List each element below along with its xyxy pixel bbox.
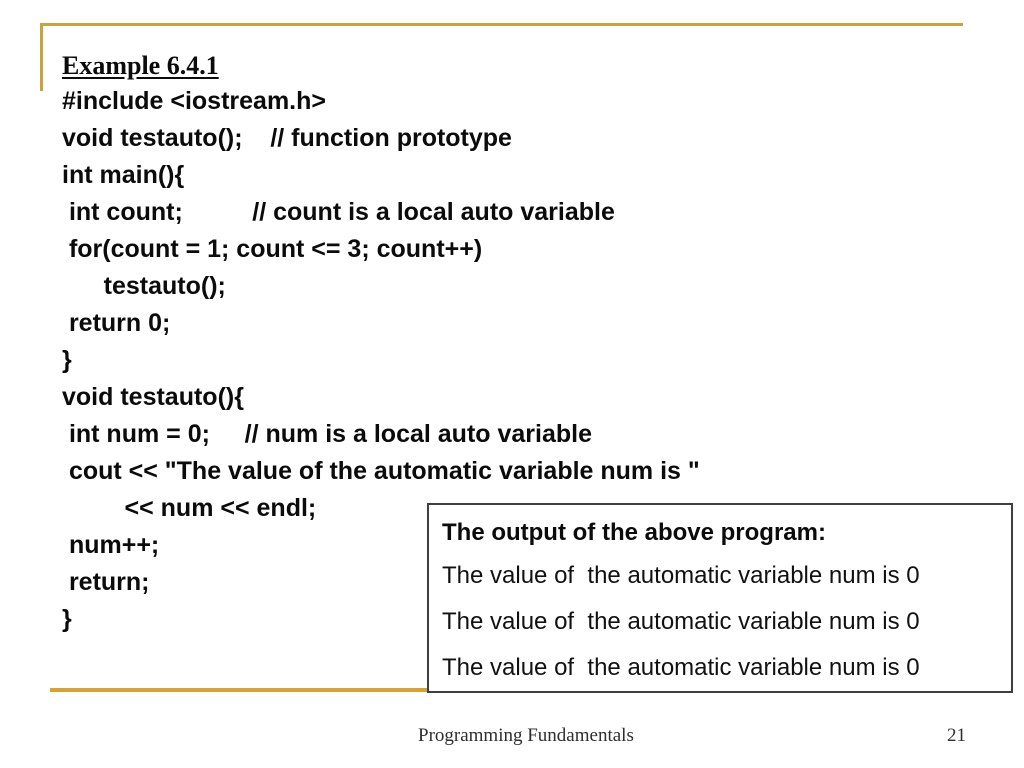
output-box-title: The output of the above program: [442,519,826,546]
left-accent-rule [40,23,43,91]
code-line: << num << endl; [62,494,317,522]
code-line: return 0; [62,309,171,337]
output-box [427,503,1013,693]
code-line: return; [62,568,150,596]
code-line: } [62,605,72,633]
code-line: cout << "The value of the automatic variable num is " [62,457,700,485]
output-line: The value of the automatic variable num is 0 [442,608,920,635]
code-line: int num = 0; // num is a local auto variable [62,420,592,448]
code-line: #include <iostream.h> [62,87,326,115]
code-line: void testauto(); // function prototype [62,124,512,152]
code-line: } [62,346,72,374]
top-accent-rule [40,23,963,26]
code-line: for(count = 1; count <= 3; count++) [62,235,483,263]
code-line: num++; [62,531,160,559]
output-line: The value of the automatic variable num is 0 [442,654,920,681]
footer-page-number: 21 [947,725,966,746]
code-line: void testauto(){ [62,383,244,411]
code-line: int count; // count is a local auto variable [62,198,615,226]
output-line: The value of the automatic variable num is 0 [442,562,920,589]
code-line: testauto(); [62,272,226,300]
slide-title: Example 6.4.1 [62,51,219,80]
code-line: int main(){ [62,161,185,189]
footer-course-title: Programming Fundamentals [418,725,634,746]
